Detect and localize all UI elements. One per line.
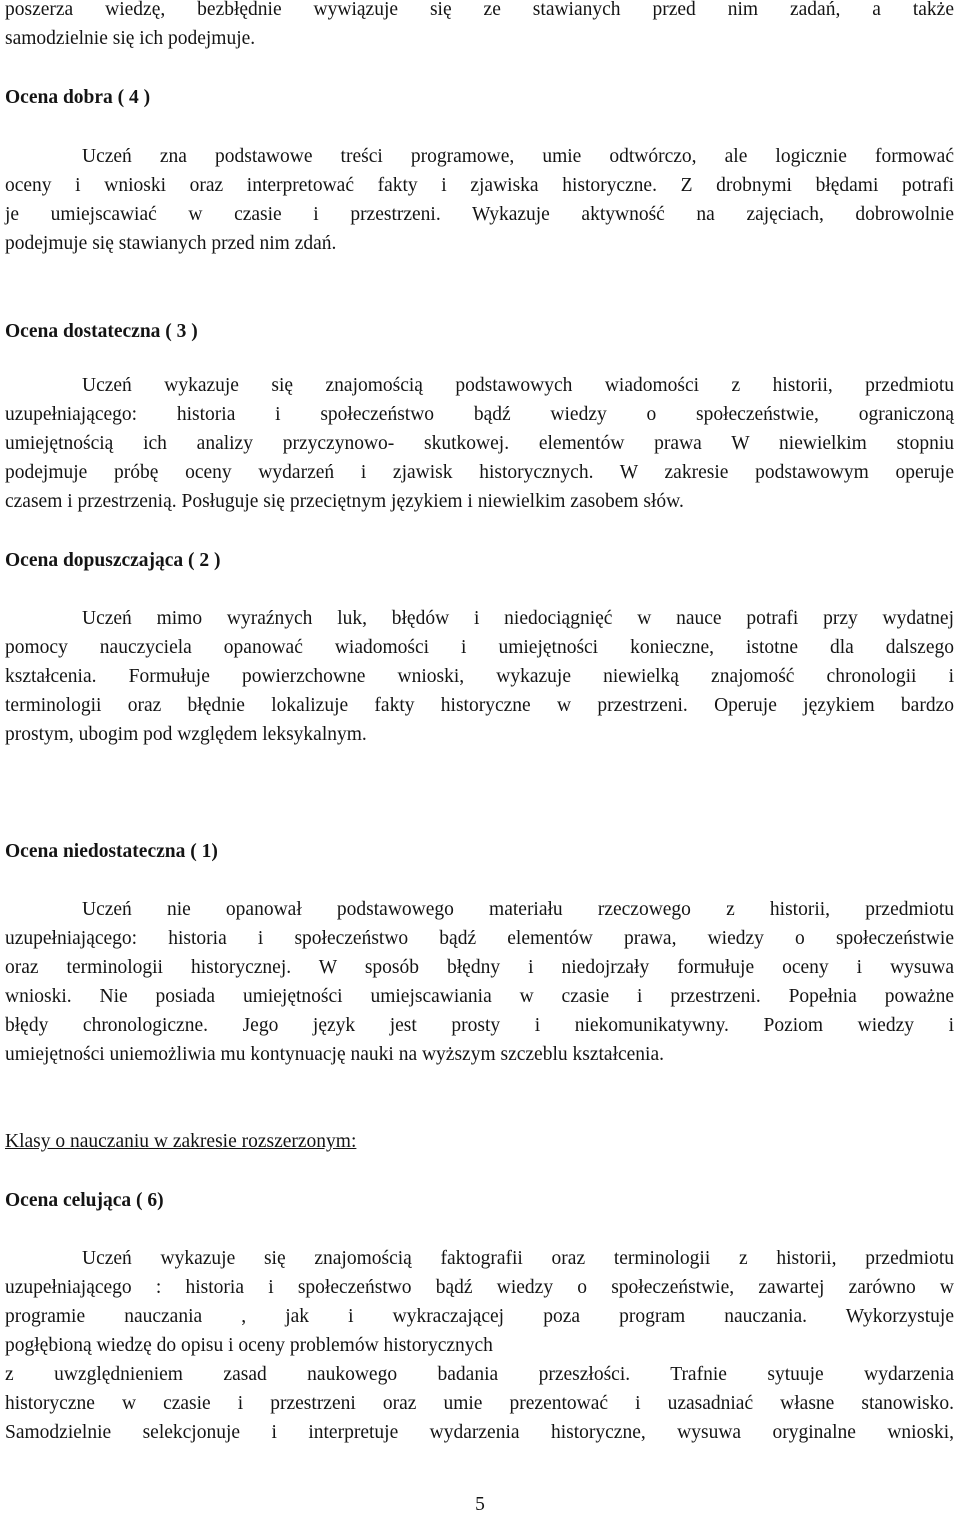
paragraph-line: Uczeń wykazuje się znajomością podstawowych wiadomości z historii, przedmiotu — [82, 375, 954, 396]
paragraph-line: prostym, ubogim pod względem leksykalnym. — [5, 724, 367, 745]
paragraph-line: uzupełniającego : historia i społeczeństwo bądź wiedzy o społeczeństwie, zawartej zarówno w — [5, 1277, 954, 1298]
paragraph-line: Uczeń wykazuje się znajomością faktografii oraz terminologii z historii, przedmiotu — [82, 1248, 954, 1269]
paragraph-line: Uczeń mimo wyraźnych luk, błędów i niedociągnięć w nauce potrafi przy wydatnej — [82, 608, 954, 629]
paragraph-line: uzupełniającego: historia i społeczeństwo bądź elementów prawa, wiedzy o społeczeństwie — [5, 928, 954, 949]
paragraph-line: poszerza wiedzę, bezbłędnie wywiązuje się ze stawianych przed nim zadań, a także — [5, 0, 954, 20]
paragraph-line: oraz terminologii historycznej. W sposób błędny i niedojrzały formułuje oceny i wysuwa — [5, 957, 954, 978]
paragraph-line: oceny i wnioski oraz interpretować fakty i zjawiska historyczne. Z drobnymi błędami potrafi — [5, 175, 954, 196]
paragraph-line: Uczeń nie opanował podstawowego materiału rzeczowego z historii, przedmiotu — [82, 899, 954, 920]
paragraph-line: historyczne w czasie i przestrzeni oraz umie prezentować i uzasadniać własne stanowisko. — [5, 1393, 954, 1414]
paragraph-line: pomocy nauczyciela opanować wiadomości i umiejętności konieczne, istotne dla dalszego — [5, 637, 954, 658]
paragraph-line: umiejętności uniemożliwia mu kontynuację nauki na wyższym szczeblu kształcenia. — [5, 1044, 664, 1065]
paragraph-line: samodzielnie się ich podejmuje. — [5, 28, 256, 49]
paragraph-line: podejmuje się stawianych przed nim zdań. — [5, 233, 337, 254]
heading-ocena-dopuszczajaca: Ocena dopuszczająca ( 2 ) — [5, 550, 221, 571]
paragraph-line: uzupełniającego: historia i społeczeństwo bądź wiedzy o społeczeństwie, ograniczoną — [5, 404, 954, 425]
paragraph-line: programie nauczania , jak i wykraczającej poza program nauczania. Wykorzystuje — [5, 1306, 954, 1327]
paragraph-line: pogłębioną wiedzę do opisu i oceny problemów historycznych — [5, 1335, 493, 1356]
paragraph-line: z uwzględnieniem zasad naukowego badania przeszłości. Trafnie sytuuje wydarzenia — [5, 1364, 954, 1385]
paragraph-line: błędy chronologiczne. Jego język jest prosty i niekomunikatywny. Poziom wiedzy i — [5, 1015, 954, 1036]
paragraph-line: umiejętnością ich analizy przyczynowo- skutkowej. elementów prawa W niewielkim stopniu — [5, 433, 954, 454]
paragraph-line: czasem i przestrzenią. Posługuje się przeciętnym językiem i niewielkim zasobem słów. — [5, 491, 684, 512]
heading-ocena-dostateczna: Ocena dostateczna ( 3 ) — [5, 321, 198, 342]
heading-ocena-celujaca: Ocena celująca ( 6) — [5, 1190, 164, 1211]
page-number: 5 — [475, 1494, 485, 1515]
paragraph-line: kształcenia. Formułuje powierzchowne wnioski, wykazuje niewielką znajomość chronologii i — [5, 666, 954, 687]
paragraph-line: terminologii oraz błędnie lokalizuje fakty historyczne w przestrzeni. Operuje językiem bardzo — [5, 695, 954, 716]
heading-ocena-dobra: Ocena dobra ( 4 ) — [5, 87, 151, 108]
paragraph-line: podejmuje próbę oceny wydarzeń i zjawisk historycznych. W zakresie podstawowym operuje — [5, 462, 954, 483]
paragraph-line: Uczeń zna podstawowe treści programowe, umie odtwórczo, ale logicznie formować — [82, 146, 954, 167]
section-title: Klasy o nauczaniu w zakresie rozszerzonym: — [5, 1131, 357, 1152]
paragraph-line: Samodzielnie selekcjonuje i interpretuje wydarzenia historyczne, wysuwa oryginalne wnioski, — [5, 1422, 954, 1443]
heading-ocena-niedostateczna: Ocena niedostateczna ( 1) — [5, 841, 218, 862]
paragraph-line: wnioski. Nie posiada umiejętności umiejscawiania w czasie i przestrzeni. Popełnia poważne — [5, 986, 954, 1007]
paragraph-line: je umiejscawiać w czasie i przestrzeni. Wykazuje aktywność na zajęciach, dobrowolnie — [5, 204, 954, 225]
